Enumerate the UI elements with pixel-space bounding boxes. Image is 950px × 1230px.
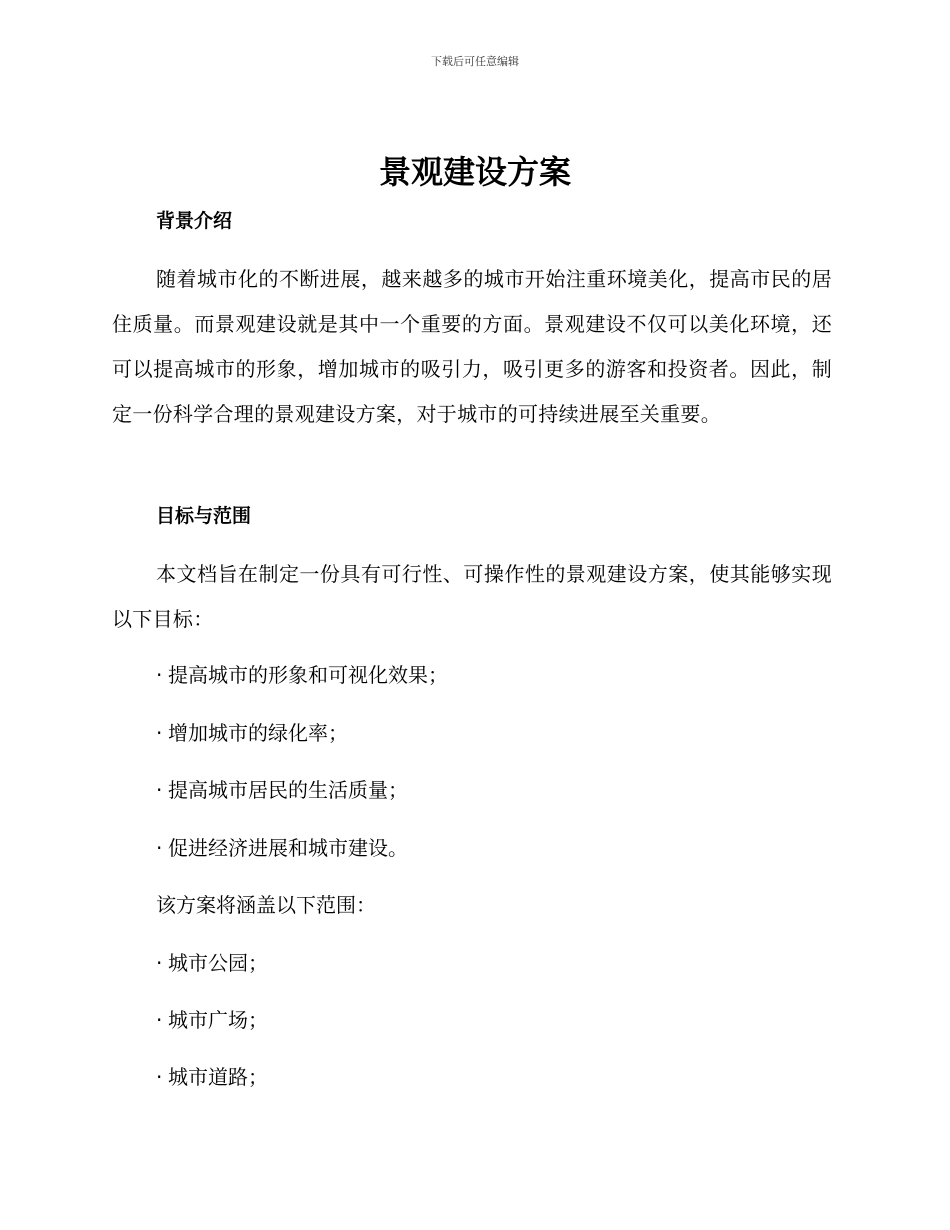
header-note: 下载后可任意编辑 [431,55,519,68]
goal-text: 提高城市的形象和可视化效果； [168,663,448,687]
scope-intro-text: 该方案将涵盖以下范围： [156,893,376,917]
bullet-dot-icon: · [156,663,163,687]
bullet-dot-icon: · [156,721,163,745]
scope-text: 城市道路； [168,1065,268,1089]
goal-text: 提高城市居民的生活质量； [168,778,408,802]
scope-list-item [156,948,268,978]
section-heading-goals-scope: 目标与范围 [156,505,252,527]
goal-list-item [156,833,408,863]
section-heading-background: 背景介绍 [156,210,233,232]
goals-intro-paragraph: 本文档旨在制定一份具有可行性、可操作性的景观建设方案，使其能够实现以下目标： [112,562,832,631]
goal-list-item [156,660,448,690]
goal-list-item [156,775,408,805]
bullet-dot-icon: · [156,951,163,975]
scope-text: 城市公园； [168,951,268,975]
goal-text: 增加城市的绿化率； [168,721,348,745]
document-title: 景观建设方案 [378,153,571,191]
scope-list-item [156,1062,268,1092]
scope-text: 城市广场； [168,1008,268,1032]
bullet-dot-icon: · [156,1008,163,1032]
bullet-dot-icon: · [156,1065,163,1089]
scope-list-item [156,1005,268,1035]
goal-text: 促进经济进展和城市建设。 [168,836,408,860]
bullet-dot-icon: · [156,836,163,860]
bullet-dot-icon: · [156,778,163,802]
background-paragraph: 随着城市化的不断进展，越来越多的城市开始注重环境美化，提高市民的居住质量。而景观建设就是其中一个重要的方面。景观建设不仅可以美化环境，还可以提高城市的形象，增加城市的吸引力，吸引更多的游客和投资者。因此，制定一份科学合理的景观建设方案，对于城市的可持续进展至关重要。 [112,267,832,426]
goal-list-item [156,718,348,748]
